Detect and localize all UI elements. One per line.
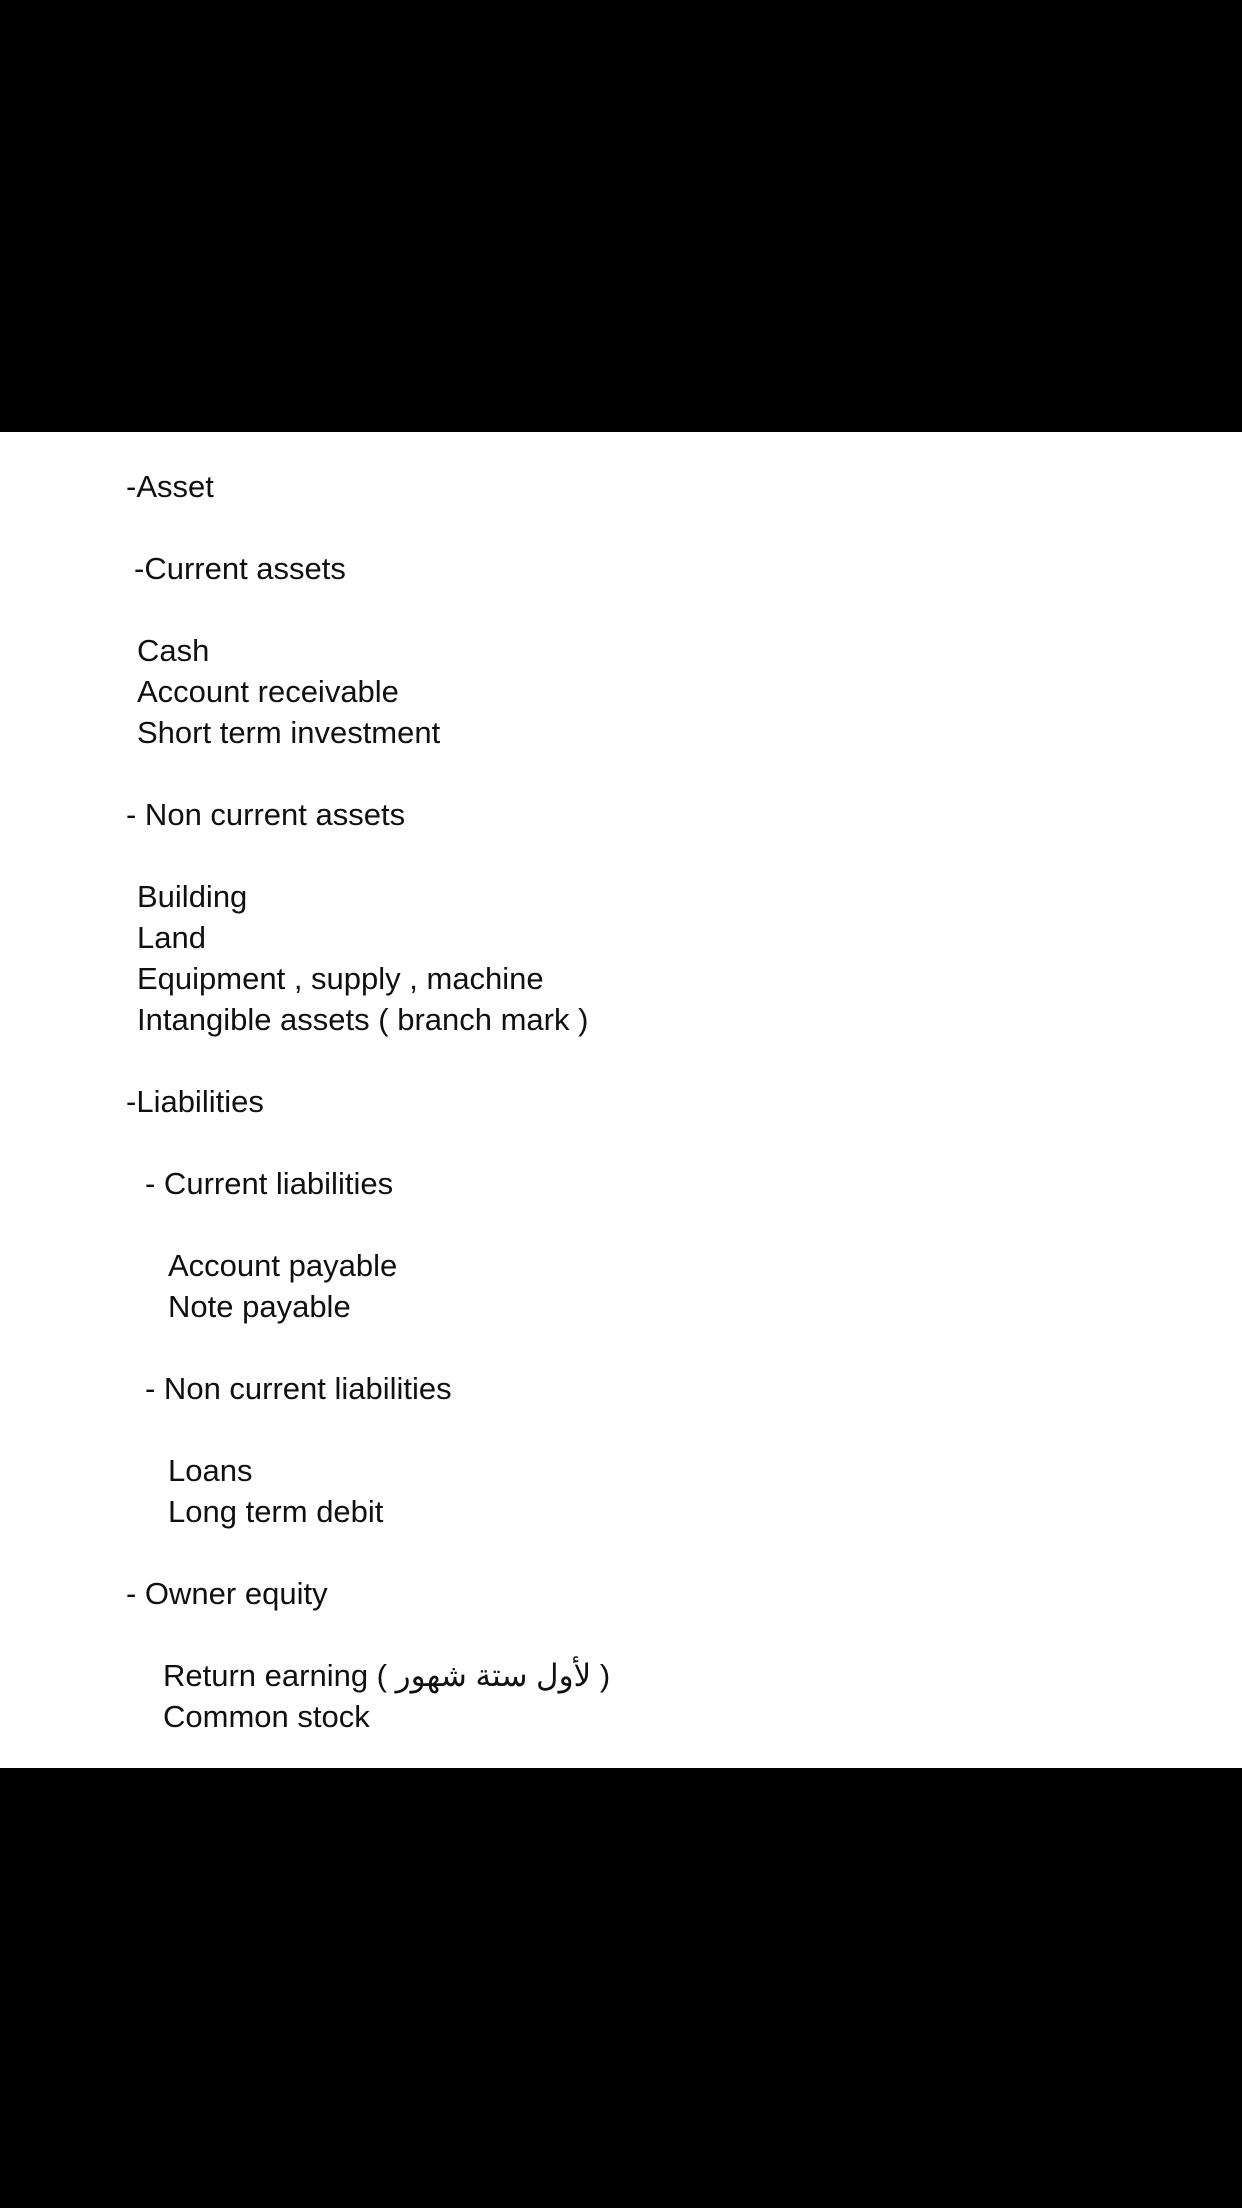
heading-asset: -Asset [126,469,214,504]
list-item-common-stock: Common stock [163,1699,370,1734]
list-item-equipment: Equipment , supply , machine [137,961,544,996]
subheading-current-assets: -Current assets [134,551,346,586]
list-item-building: Building [137,879,248,914]
spacer [0,1409,1242,1450]
list-item-intangible-assets: Intangible assets ( branch mark ) [137,1002,589,1037]
spacer [0,753,1242,794]
spacer [0,835,1242,876]
spacer [0,589,1242,630]
list-item-account-receivable: Account receivable [137,674,399,709]
list-item-note-payable: Note payable [168,1289,351,1324]
spacer [0,1204,1242,1245]
document-text-body [0,466,1242,1768]
list-item-account-payable: Account payable [168,1248,398,1283]
list-item-short-term-investment: Short term investment [137,715,441,750]
subheading-non-current-assets: - Non current assets [126,797,406,832]
list-item-long-term-debit: Long term debit [168,1494,384,1529]
list-item-land: Land [137,920,206,955]
spacer [0,1122,1242,1163]
document-page [0,432,1242,1768]
spacer [0,1040,1242,1081]
list-item-loans: Loans [168,1453,253,1488]
heading-owner-equity: - Owner equity [126,1576,328,1611]
list-item-return-earning: Return earning ( لأول ستة شهور ) [163,1658,611,1693]
spacer [0,507,1242,548]
spacer [0,1532,1242,1573]
heading-liabilities: -Liabilities [126,1084,264,1119]
list-item-cash: Cash [137,633,210,668]
spacer [0,1614,1242,1655]
subheading-non-current-liabilities: - Non current liabilities [145,1371,452,1406]
spacer [0,1327,1242,1368]
subheading-current-liabilities: - Current liabilities [145,1166,394,1201]
